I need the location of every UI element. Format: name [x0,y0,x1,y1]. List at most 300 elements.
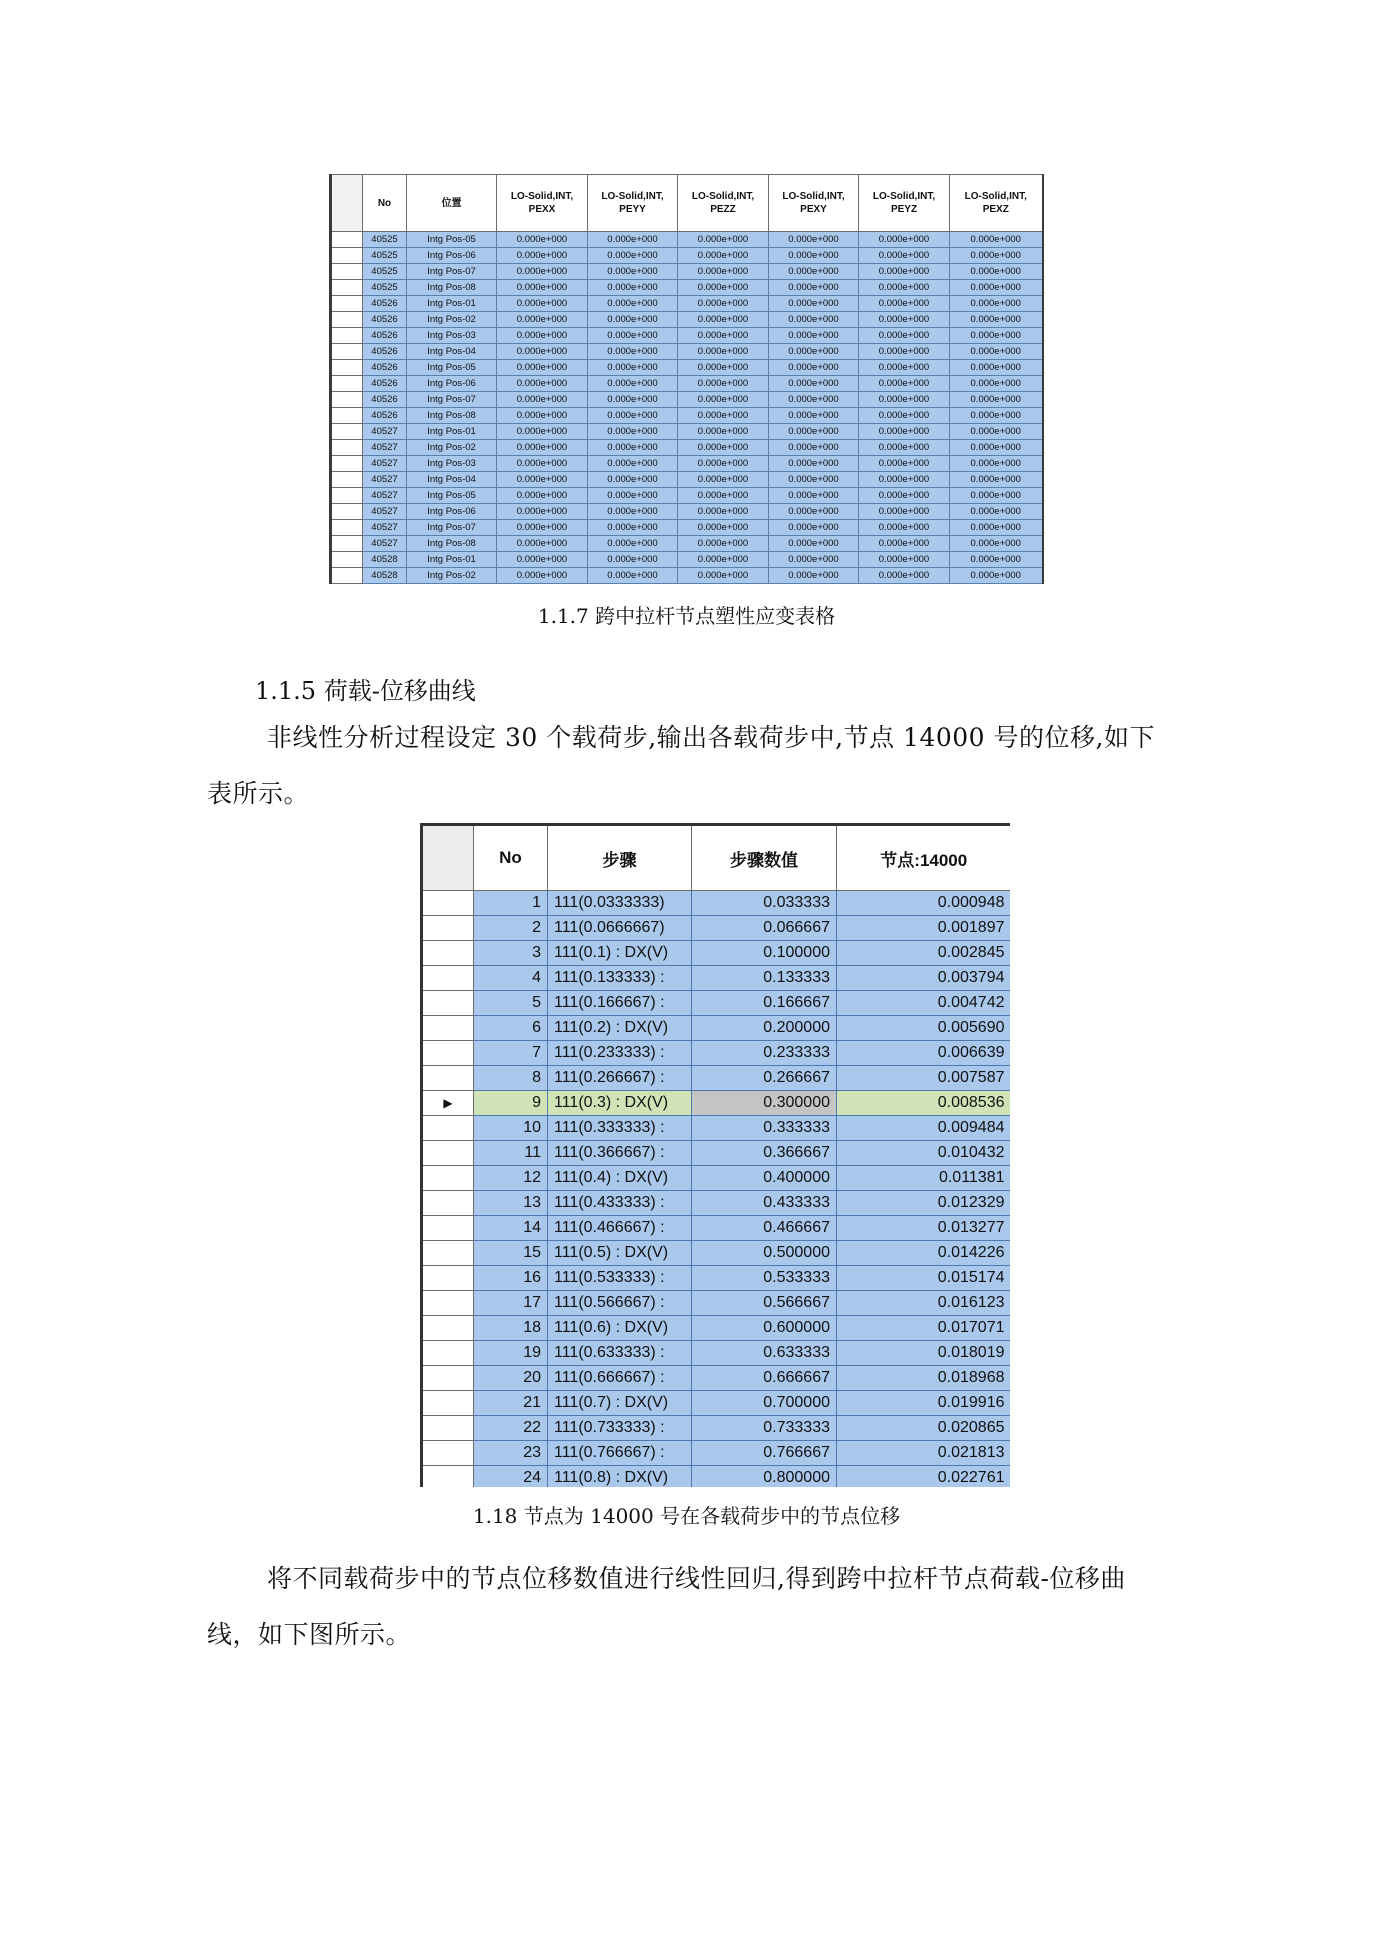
cell-strain-value[interactable]: 0.000e+000 [859,488,950,504]
cell-strain-value[interactable]: 0.000e+000 [678,248,769,264]
cell-strain-value[interactable]: 0.000e+000 [769,264,859,280]
cell-strain-value[interactable]: 0.000e+000 [950,264,1043,280]
cell-strain-value[interactable]: 0.000e+000 [859,328,950,344]
cell-no[interactable]: 6 [474,1016,548,1041]
cell-strain-value[interactable]: 0.000e+000 [497,232,588,248]
cell-node-displacement[interactable]: 0.009484 [837,1116,1011,1141]
cell-no[interactable]: 18 [474,1316,548,1341]
cell-no[interactable]: 24 [474,1466,548,1488]
cell-node-displacement[interactable]: 0.002845 [837,941,1011,966]
cell-no[interactable]: 23 [474,1441,548,1466]
cell-strain-value[interactable]: 0.000e+000 [497,408,588,424]
col-header-no[interactable]: No [363,175,407,232]
cell-step-value[interactable]: 0.433333 [692,1191,837,1216]
cell-step[interactable]: 111(0.133333) : [548,966,692,991]
row-header-cell[interactable] [422,1291,474,1316]
cell-position[interactable]: Intg Pos-03 [407,328,497,344]
cell-step[interactable]: 111(0.1) : DX(V) [548,941,692,966]
cell-no[interactable]: 40526 [363,296,407,312]
col-header-position[interactable]: 位置 [407,175,497,232]
cell-step[interactable]: 111(0.7) : DX(V) [548,1391,692,1416]
row-header-cell[interactable] [422,1216,474,1241]
cell-step-value[interactable]: 0.033333 [692,891,837,916]
cell-node-displacement[interactable]: 0.018019 [837,1341,1011,1366]
row-header-cell[interactable] [422,1316,474,1341]
cell-strain-value[interactable]: 0.000e+000 [678,552,769,568]
cell-strain-value[interactable]: 0.000e+000 [769,520,859,536]
cell-strain-value[interactable]: 0.000e+000 [678,376,769,392]
cell-step-value[interactable]: 0.333333 [692,1116,837,1141]
cell-strain-value[interactable]: 0.000e+000 [950,488,1043,504]
cell-strain-value[interactable]: 0.000e+000 [950,568,1043,584]
cell-strain-value[interactable]: 0.000e+000 [588,360,678,376]
table-row[interactable] [422,1391,1011,1416]
cell-node-displacement[interactable]: 0.017071 [837,1316,1011,1341]
cell-node-displacement[interactable]: 0.011381 [837,1166,1011,1191]
cell-strain-value[interactable]: 0.000e+000 [950,504,1043,520]
cell-position[interactable]: Intg Pos-04 [407,472,497,488]
cell-strain-value[interactable]: 0.000e+000 [588,504,678,520]
cell-strain-value[interactable]: 0.000e+000 [950,360,1043,376]
cell-strain-value[interactable]: 0.000e+000 [497,520,588,536]
cell-strain-value[interactable]: 0.000e+000 [588,344,678,360]
cell-strain-value[interactable]: 0.000e+000 [588,424,678,440]
cell-strain-value[interactable]: 0.000e+000 [588,232,678,248]
table-row[interactable] [422,1266,1011,1291]
cell-strain-value[interactable]: 0.000e+000 [950,456,1043,472]
cell-step[interactable]: 111(0.3) : DX(V) [548,1091,692,1116]
cell-strain-value[interactable]: 0.000e+000 [769,376,859,392]
col-header-peyz[interactable]: LO-Solid,INT, PEYZ [859,175,950,232]
cell-node-displacement[interactable]: 0.018968 [837,1366,1011,1391]
row-header-cell[interactable] [331,232,363,248]
cell-strain-value[interactable]: 0.000e+000 [859,568,950,584]
col-header-node-14000[interactable]: 节点:14000 [837,825,1011,891]
row-header-cell[interactable] [422,1241,474,1266]
cell-node-displacement[interactable]: 0.021813 [837,1441,1011,1466]
cell-strain-value[interactable]: 0.000e+000 [497,360,588,376]
row-header-cell[interactable] [331,344,363,360]
cell-strain-value[interactable]: 0.000e+000 [859,472,950,488]
table-row[interactable] [331,344,1043,360]
row-header-cell[interactable] [331,312,363,328]
cell-node-displacement[interactable]: 0.006639 [837,1041,1011,1066]
table-row[interactable] [422,1191,1011,1216]
table-row[interactable] [422,1066,1011,1091]
table-row[interactable] [331,328,1043,344]
cell-strain-value[interactable]: 0.000e+000 [588,488,678,504]
cell-strain-value[interactable]: 0.000e+000 [950,520,1043,536]
cell-strain-value[interactable]: 0.000e+000 [497,280,588,296]
cell-step[interactable]: 111(0.366667) : [548,1141,692,1166]
cell-strain-value[interactable]: 0.000e+000 [769,440,859,456]
cell-strain-value[interactable]: 0.000e+000 [678,312,769,328]
table-row[interactable] [331,520,1043,536]
cell-no[interactable]: 40526 [363,328,407,344]
cell-node-displacement[interactable]: 0.001897 [837,916,1011,941]
row-header-cell[interactable] [331,376,363,392]
cell-strain-value[interactable]: 0.000e+000 [950,344,1043,360]
table-row[interactable] [331,280,1043,296]
cell-position[interactable]: Intg Pos-07 [407,264,497,280]
table-row[interactable] [331,472,1043,488]
cell-strain-value[interactable]: 0.000e+000 [497,376,588,392]
cell-strain-value[interactable]: 0.000e+000 [859,536,950,552]
cell-step-value[interactable]: 0.400000 [692,1166,837,1191]
cell-strain-value[interactable]: 0.000e+000 [678,344,769,360]
table-row[interactable] [422,991,1011,1016]
current-row-indicator[interactable]: ▶ [422,1091,474,1116]
table-row[interactable] [331,504,1043,520]
cell-position[interactable]: Intg Pos-07 [407,392,497,408]
cell-no[interactable]: 15 [474,1241,548,1266]
cell-strain-value[interactable]: 0.000e+000 [769,280,859,296]
cell-node-displacement[interactable]: 0.020865 [837,1416,1011,1441]
col-header-step[interactable]: 步骤 [548,825,692,891]
cell-step-value[interactable]: 0.066667 [692,916,837,941]
cell-position[interactable]: Intg Pos-06 [407,248,497,264]
cell-no[interactable]: 40528 [363,568,407,584]
cell-strain-value[interactable]: 0.000e+000 [678,536,769,552]
row-header-cell[interactable] [422,1166,474,1191]
cell-step-value[interactable]: 0.200000 [692,1016,837,1041]
row-header-cell[interactable] [331,504,363,520]
row-header-cell[interactable] [331,328,363,344]
cell-no[interactable]: 40528 [363,552,407,568]
cell-strain-value[interactable]: 0.000e+000 [859,408,950,424]
table-row[interactable] [331,552,1043,568]
table-row[interactable] [422,966,1011,991]
cell-strain-value[interactable]: 0.000e+000 [859,520,950,536]
cell-strain-value[interactable]: 0.000e+000 [678,328,769,344]
cell-step[interactable]: 111(0.6) : DX(V) [548,1316,692,1341]
cell-step-value[interactable]: 0.700000 [692,1391,837,1416]
cell-node-displacement[interactable]: 0.007587 [837,1066,1011,1091]
cell-strain-value[interactable]: 0.000e+000 [769,408,859,424]
cell-node-displacement[interactable]: 0.004742 [837,991,1011,1016]
table-row[interactable] [422,916,1011,941]
cell-no[interactable]: 5 [474,991,548,1016]
cell-no[interactable]: 40527 [363,536,407,552]
row-header-cell[interactable] [422,1341,474,1366]
cell-step[interactable]: 111(0.466667) : [548,1216,692,1241]
col-header-peyy[interactable]: LO-Solid,INT, PEYY [588,175,678,232]
cell-strain-value[interactable]: 0.000e+000 [588,552,678,568]
cell-no[interactable]: 40526 [363,312,407,328]
cell-step-value[interactable]: 0.100000 [692,941,837,966]
cell-strain-value[interactable]: 0.000e+000 [950,328,1043,344]
row-header-cell[interactable] [331,424,363,440]
cell-strain-value[interactable]: 0.000e+000 [769,392,859,408]
cell-strain-value[interactable]: 0.000e+000 [950,312,1043,328]
cell-strain-value[interactable]: 0.000e+000 [769,536,859,552]
table-row[interactable] [422,1091,1011,1116]
row-header-cell[interactable] [422,1466,474,1488]
cell-node-displacement[interactable]: 0.013277 [837,1216,1011,1241]
cell-strain-value[interactable]: 0.000e+000 [497,296,588,312]
row-header-cell[interactable] [422,1141,474,1166]
cell-strain-value[interactable]: 0.000e+000 [678,504,769,520]
row-header-cell[interactable] [422,1016,474,1041]
table-row[interactable] [331,488,1043,504]
cell-step-value[interactable]: 0.133333 [692,966,837,991]
cell-step-value[interactable]: 0.800000 [692,1466,837,1488]
cell-step[interactable]: 111(0.266667) : [548,1066,692,1091]
cell-strain-value[interactable]: 0.000e+000 [769,232,859,248]
cell-position[interactable]: Intg Pos-08 [407,408,497,424]
cell-no[interactable]: 40525 [363,232,407,248]
table-row[interactable] [422,1441,1011,1466]
cell-strain-value[interactable]: 0.000e+000 [588,328,678,344]
cell-strain-value[interactable]: 0.000e+000 [497,392,588,408]
cell-step-value[interactable]: 0.366667 [692,1141,837,1166]
cell-no[interactable]: 8 [474,1066,548,1091]
cell-step[interactable]: 111(0.733333) : [548,1416,692,1441]
table-row[interactable] [331,376,1043,392]
row-header-cell[interactable] [331,472,363,488]
table-row[interactable] [331,440,1043,456]
cell-strain-value[interactable]: 0.000e+000 [678,296,769,312]
cell-strain-value[interactable]: 0.000e+000 [769,328,859,344]
table-row[interactable] [331,312,1043,328]
cell-strain-value[interactable]: 0.000e+000 [497,568,588,584]
cell-strain-value[interactable]: 0.000e+000 [588,568,678,584]
cell-step[interactable]: 111(0.633333) : [548,1341,692,1366]
cell-strain-value[interactable]: 0.000e+000 [769,248,859,264]
cell-step[interactable]: 111(0.766667) : [548,1441,692,1466]
cell-step-value[interactable]: 0.666667 [692,1366,837,1391]
cell-strain-value[interactable]: 0.000e+000 [588,408,678,424]
cell-no[interactable]: 40527 [363,456,407,472]
cell-step-value[interactable]: 0.466667 [692,1216,837,1241]
cell-position[interactable]: Intg Pos-08 [407,280,497,296]
table-row[interactable] [331,360,1043,376]
cell-strain-value[interactable]: 0.000e+000 [588,296,678,312]
cell-strain-value[interactable]: 0.000e+000 [859,344,950,360]
cell-strain-value[interactable]: 0.000e+000 [678,440,769,456]
cell-strain-value[interactable]: 0.000e+000 [769,344,859,360]
cell-strain-value[interactable]: 0.000e+000 [859,248,950,264]
cell-strain-value[interactable]: 0.000e+000 [769,568,859,584]
table-row[interactable] [422,891,1011,916]
cell-no[interactable]: 40526 [363,360,407,376]
cell-step[interactable]: 111(0.433333) : [548,1191,692,1216]
row-header-cell[interactable] [422,941,474,966]
row-header-cell[interactable] [422,991,474,1016]
cell-strain-value[interactable]: 0.000e+000 [497,344,588,360]
cell-strain-value[interactable]: 0.000e+000 [588,392,678,408]
cell-strain-value[interactable]: 0.000e+000 [588,536,678,552]
cell-position[interactable]: Intg Pos-05 [407,232,497,248]
cell-position[interactable]: Intg Pos-02 [407,312,497,328]
cell-node-displacement[interactable]: 0.012329 [837,1191,1011,1216]
cell-strain-value[interactable]: 0.000e+000 [859,392,950,408]
cell-strain-value[interactable]: 0.000e+000 [588,280,678,296]
cell-step[interactable]: 111(0.4) : DX(V) [548,1166,692,1191]
cell-strain-value[interactable]: 0.000e+000 [497,552,588,568]
table-row[interactable] [422,1316,1011,1341]
cell-step[interactable]: 111(0.333333) : [548,1116,692,1141]
cell-strain-value[interactable]: 0.000e+000 [497,472,588,488]
cell-strain-value[interactable]: 0.000e+000 [588,248,678,264]
cell-strain-value[interactable]: 0.000e+000 [950,408,1043,424]
table-row[interactable] [422,1141,1011,1166]
row-header-cell[interactable] [331,488,363,504]
cell-position[interactable]: Intg Pos-05 [407,360,497,376]
table-row[interactable] [331,296,1043,312]
cell-no[interactable]: 22 [474,1416,548,1441]
cell-no[interactable]: 1 [474,891,548,916]
cell-strain-value[interactable]: 0.000e+000 [497,248,588,264]
cell-position[interactable]: Intg Pos-01 [407,424,497,440]
cell-step-value[interactable]: 0.566667 [692,1291,837,1316]
table-row[interactable] [422,1241,1011,1266]
cell-node-displacement[interactable]: 0.010432 [837,1141,1011,1166]
row-header-corner[interactable] [422,825,474,891]
table-row[interactable] [422,1216,1011,1241]
cell-no[interactable]: 40527 [363,504,407,520]
cell-no[interactable]: 17 [474,1291,548,1316]
cell-no[interactable]: 2 [474,916,548,941]
cell-strain-value[interactable]: 0.000e+000 [678,280,769,296]
cell-no[interactable]: 40527 [363,424,407,440]
row-header-cell[interactable] [422,891,474,916]
cell-strain-value[interactable]: 0.000e+000 [950,552,1043,568]
row-header-cell[interactable] [331,408,363,424]
cell-strain-value[interactable]: 0.000e+000 [950,280,1043,296]
row-header-cell[interactable] [422,1066,474,1091]
cell-position[interactable]: Intg Pos-05 [407,488,497,504]
cell-no[interactable]: 20 [474,1366,548,1391]
cell-strain-value[interactable]: 0.000e+000 [588,520,678,536]
cell-no[interactable]: 40527 [363,488,407,504]
cell-step[interactable]: 111(0.566667) : [548,1291,692,1316]
cell-step-value[interactable]: 0.300000 [692,1091,837,1116]
row-header-cell[interactable] [331,264,363,280]
table-row[interactable] [422,1116,1011,1141]
cell-strain-value[interactable]: 0.000e+000 [950,472,1043,488]
cell-no[interactable]: 3 [474,941,548,966]
row-header-cell[interactable] [331,392,363,408]
cell-strain-value[interactable]: 0.000e+000 [678,488,769,504]
cell-no[interactable]: 40525 [363,264,407,280]
cell-no[interactable]: 40527 [363,440,407,456]
row-header-cell[interactable] [331,520,363,536]
cell-position[interactable]: Intg Pos-06 [407,376,497,392]
cell-position[interactable]: Intg Pos-06 [407,504,497,520]
row-header-cell[interactable] [422,1391,474,1416]
table-row[interactable] [422,1366,1011,1391]
cell-node-displacement[interactable]: 0.000948 [837,891,1011,916]
cell-strain-value[interactable]: 0.000e+000 [678,392,769,408]
cell-strain-value[interactable]: 0.000e+000 [950,376,1043,392]
col-header-step-value[interactable]: 步骤数值 [692,825,837,891]
row-header-cell[interactable] [422,1191,474,1216]
cell-strain-value[interactable]: 0.000e+000 [588,472,678,488]
table-row[interactable] [331,408,1043,424]
cell-strain-value[interactable]: 0.000e+000 [497,536,588,552]
cell-strain-value[interactable]: 0.000e+000 [769,504,859,520]
table-row[interactable] [331,232,1043,248]
cell-strain-value[interactable]: 0.000e+000 [859,312,950,328]
cell-step-value[interactable]: 0.533333 [692,1266,837,1291]
table-row[interactable] [331,536,1043,552]
cell-strain-value[interactable]: 0.000e+000 [950,440,1043,456]
cell-step[interactable]: 111(0.166667) : [548,991,692,1016]
row-header-cell[interactable] [331,248,363,264]
cell-strain-value[interactable]: 0.000e+000 [678,424,769,440]
cell-no[interactable]: 13 [474,1191,548,1216]
cell-no[interactable]: 40526 [363,408,407,424]
col-header-pezz[interactable]: LO-Solid,INT, PEZZ [678,175,769,232]
cell-step[interactable]: 111(0.533333) : [548,1266,692,1291]
cell-no[interactable]: 11 [474,1141,548,1166]
cell-strain-value[interactable]: 0.000e+000 [588,376,678,392]
cell-no[interactable]: 40526 [363,392,407,408]
cell-no[interactable]: 12 [474,1166,548,1191]
row-header-cell[interactable] [331,456,363,472]
cell-strain-value[interactable]: 0.000e+000 [769,360,859,376]
cell-position[interactable]: Intg Pos-04 [407,344,497,360]
cell-node-displacement[interactable]: 0.014226 [837,1241,1011,1266]
cell-strain-value[interactable]: 0.000e+000 [678,568,769,584]
table-row[interactable] [331,248,1043,264]
cell-no[interactable]: 40526 [363,376,407,392]
cell-strain-value[interactable]: 0.000e+000 [588,264,678,280]
row-header-corner[interactable] [331,175,363,232]
cell-step[interactable]: 111(0.0333333) [548,891,692,916]
cell-node-displacement[interactable]: 0.003794 [837,966,1011,991]
cell-step[interactable]: 111(0.8) : DX(V) [548,1466,692,1488]
cell-strain-value[interactable]: 0.000e+000 [769,488,859,504]
cell-position[interactable]: Intg Pos-02 [407,568,497,584]
cell-strain-value[interactable]: 0.000e+000 [950,248,1043,264]
table-row[interactable] [422,1166,1011,1191]
cell-no[interactable]: 7 [474,1041,548,1066]
cell-strain-value[interactable]: 0.000e+000 [950,536,1043,552]
cell-no[interactable]: 40527 [363,520,407,536]
cell-node-displacement[interactable]: 0.005690 [837,1016,1011,1041]
cell-strain-value[interactable]: 0.000e+000 [678,520,769,536]
table-row[interactable] [422,1016,1011,1041]
cell-strain-value[interactable]: 0.000e+000 [497,504,588,520]
cell-strain-value[interactable]: 0.000e+000 [497,328,588,344]
cell-strain-value[interactable]: 0.000e+000 [769,424,859,440]
cell-strain-value[interactable]: 0.000e+000 [859,296,950,312]
cell-strain-value[interactable]: 0.000e+000 [769,472,859,488]
cell-strain-value[interactable]: 0.000e+000 [859,424,950,440]
cell-strain-value[interactable]: 0.000e+000 [497,440,588,456]
row-header-cell[interactable] [331,552,363,568]
col-header-pexx[interactable]: LO-Solid,INT, PEXX [497,175,588,232]
cell-strain-value[interactable]: 0.000e+000 [497,424,588,440]
cell-strain-value[interactable]: 0.000e+000 [678,360,769,376]
cell-strain-value[interactable]: 0.000e+000 [950,232,1043,248]
table-row[interactable] [422,941,1011,966]
cell-strain-value[interactable]: 0.000e+000 [859,232,950,248]
row-header-cell[interactable] [331,440,363,456]
cell-strain-value[interactable]: 0.000e+000 [678,408,769,424]
cell-position[interactable]: Intg Pos-03 [407,456,497,472]
cell-strain-value[interactable]: 0.000e+000 [859,360,950,376]
cell-position[interactable]: Intg Pos-02 [407,440,497,456]
cell-no[interactable]: 21 [474,1391,548,1416]
cell-strain-value[interactable]: 0.000e+000 [678,232,769,248]
cell-no[interactable]: 40526 [363,344,407,360]
table-row[interactable] [422,1466,1011,1488]
cell-position[interactable]: Intg Pos-08 [407,536,497,552]
table-row[interactable] [331,568,1043,584]
